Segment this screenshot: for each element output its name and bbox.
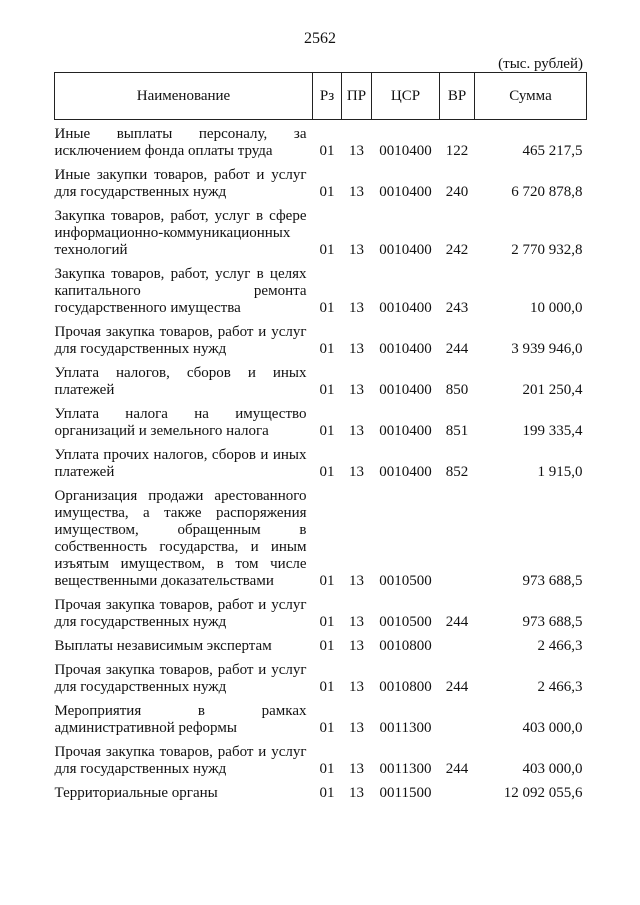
- cell-rz: 01: [319, 573, 335, 589]
- cell-csr: 0011300: [379, 761, 432, 777]
- cell-sum: 973 688,5: [522, 614, 583, 630]
- table-row: [55, 483, 587, 592]
- cell-vr: [440, 780, 475, 804]
- cell-sum: 12 092 055,6: [503, 785, 583, 801]
- cell-pr: 13: [349, 341, 364, 357]
- table-row: [55, 698, 587, 739]
- cell-sum: 403 000,0: [522, 761, 583, 777]
- cell-pr: 13: [349, 300, 364, 316]
- cell-vr: 244: [445, 679, 469, 695]
- cell-name: Уплата налога на имущество организаций и земельного налога: [54, 406, 307, 439]
- cell-vr: 122: [445, 143, 469, 159]
- cell-name: Уплата налогов, сборов и иных платежей: [54, 365, 307, 398]
- header-rz: Рз: [313, 73, 342, 120]
- cell-csr: 0010400: [379, 143, 432, 159]
- cell-pr: 13: [349, 382, 364, 398]
- header-sum: Сумма: [475, 73, 587, 120]
- cell-csr: 0010500: [379, 614, 432, 630]
- cell-vr: 240: [445, 184, 469, 200]
- table-row: [55, 360, 587, 401]
- cell-csr: 0011300: [379, 720, 432, 736]
- cell-vr: [440, 483, 475, 592]
- cell-rz: 01: [319, 382, 335, 398]
- cell-sum: 1 915,0: [537, 464, 583, 480]
- header-vr: ВР: [440, 73, 475, 120]
- cell-vr: 244: [445, 761, 469, 777]
- cell-pr: 13: [349, 614, 364, 630]
- table-row: [55, 203, 587, 261]
- cell-rz: 01: [319, 184, 335, 200]
- cell-rz: 01: [319, 464, 335, 480]
- cell-name: Выплаты независимым экспертам: [54, 638, 272, 654]
- cell-sum: 2 466,3: [537, 638, 583, 654]
- cell-sum: 3 939 946,0: [511, 341, 583, 357]
- cell-pr: 13: [349, 720, 364, 736]
- cell-csr: 0010400: [379, 242, 432, 258]
- header-name: Наименование: [55, 73, 313, 120]
- cell-rz: 01: [319, 720, 335, 736]
- cell-rz: 01: [319, 300, 335, 316]
- cell-rz: 01: [319, 143, 335, 159]
- cell-csr: 0010800: [379, 638, 432, 654]
- cell-csr: 0010400: [379, 184, 432, 200]
- cell-vr: 244: [445, 614, 469, 630]
- cell-name: Иные выплаты персоналу, за исключением фонда оплаты труда: [54, 126, 307, 159]
- cell-vr: 851: [445, 423, 469, 439]
- header-csr: ЦСР: [372, 73, 440, 120]
- table-row: [55, 261, 587, 319]
- cell-pr: 13: [349, 573, 364, 589]
- table-row: [55, 319, 587, 360]
- cell-rz: 01: [319, 638, 335, 654]
- cell-sum: 6 720 878,8: [511, 184, 583, 200]
- table-row: [55, 657, 587, 698]
- cell-rz: 01: [319, 242, 335, 258]
- cell-csr: 0010400: [379, 341, 432, 357]
- budget-table: [54, 72, 587, 804]
- cell-csr: 0010400: [379, 300, 432, 316]
- table-row: [55, 633, 587, 657]
- cell-rz: 01: [319, 761, 335, 777]
- cell-sum: 10 000,0: [530, 300, 583, 316]
- cell-name: Прочая закупка товаров, работ и услуг для государственных нужд: [54, 662, 307, 695]
- cell-sum: 201 250,4: [522, 382, 583, 398]
- cell-csr: 0010500: [379, 573, 432, 589]
- table-row: [55, 592, 587, 633]
- cell-vr: [440, 633, 475, 657]
- table-row: [55, 780, 587, 804]
- cell-sum: 973 688,5: [522, 573, 583, 589]
- cell-csr: 0010800: [379, 679, 432, 695]
- cell-pr: 13: [349, 638, 364, 654]
- cell-pr: 13: [349, 143, 364, 159]
- cell-rz: 01: [319, 341, 335, 357]
- header-pr: ПР: [342, 73, 372, 120]
- cell-vr: 852: [445, 464, 469, 480]
- cell-rz: 01: [319, 614, 335, 630]
- cell-sum: 199 335,4: [522, 423, 583, 439]
- table-row: [55, 162, 587, 203]
- cell-pr: 13: [349, 785, 364, 801]
- cell-vr: [440, 698, 475, 739]
- cell-name: Уплата прочих налогов, сборов и иных платежей: [54, 447, 307, 480]
- cell-rz: 01: [319, 785, 335, 801]
- cell-name: Территориальные органы: [54, 785, 218, 801]
- cell-name: Закупка товаров, работ, услуг в целях капитального ремонта государственного имущества: [54, 266, 307, 316]
- cell-pr: 13: [349, 184, 364, 200]
- cell-pr: 13: [349, 242, 364, 258]
- cell-rz: 01: [319, 679, 335, 695]
- cell-name: Мероприятия в рамках административной реформы: [54, 703, 307, 736]
- cell-csr: 0011500: [379, 785, 432, 801]
- units-note: (тыс. рублей): [498, 56, 583, 72]
- cell-vr: 243: [445, 300, 469, 316]
- cell-sum: 403 000,0: [522, 720, 583, 736]
- cell-sum: 465 217,5: [522, 143, 583, 159]
- cell-csr: 0010400: [379, 464, 432, 480]
- table-row: [55, 120, 587, 163]
- cell-name: Иные закупки товаров, работ и услуг для государственных нужд: [54, 167, 307, 200]
- cell-sum: 2 466,3: [537, 679, 583, 695]
- cell-name: Прочая закупка товаров, работ и услуг для государственных нужд: [54, 744, 307, 777]
- table-body: [55, 120, 587, 805]
- cell-vr: 244: [445, 341, 469, 357]
- cell-name: Прочая закупка товаров, работ и услуг для государственных нужд: [54, 324, 307, 357]
- page-number: 2562: [304, 30, 336, 47]
- cell-sum: 2 770 932,8: [511, 242, 583, 258]
- cell-pr: 13: [349, 761, 364, 777]
- cell-vr: 242: [445, 242, 469, 258]
- cell-name: Организация продажи арестованного имущества, а также распоряжения имуществом, обращенным в собственность государства, и иным изъятым имуществом, в том числе вещественными доказательствами: [54, 488, 307, 589]
- table-row: [55, 442, 587, 483]
- cell-pr: 13: [349, 423, 364, 439]
- cell-rz: 01: [319, 423, 335, 439]
- table-row: [55, 401, 587, 442]
- cell-vr: 850: [445, 382, 469, 398]
- cell-pr: 13: [349, 464, 364, 480]
- cell-pr: 13: [349, 679, 364, 695]
- cell-csr: 0010400: [379, 382, 432, 398]
- cell-name: Закупка товаров, работ, услуг в сфере информационно-коммуникационных технологий: [54, 208, 307, 258]
- table-header: [55, 73, 587, 120]
- cell-csr: 0010400: [379, 423, 432, 439]
- table-row: [55, 739, 587, 780]
- cell-name: Прочая закупка товаров, работ и услуг для государственных нужд: [54, 597, 307, 630]
